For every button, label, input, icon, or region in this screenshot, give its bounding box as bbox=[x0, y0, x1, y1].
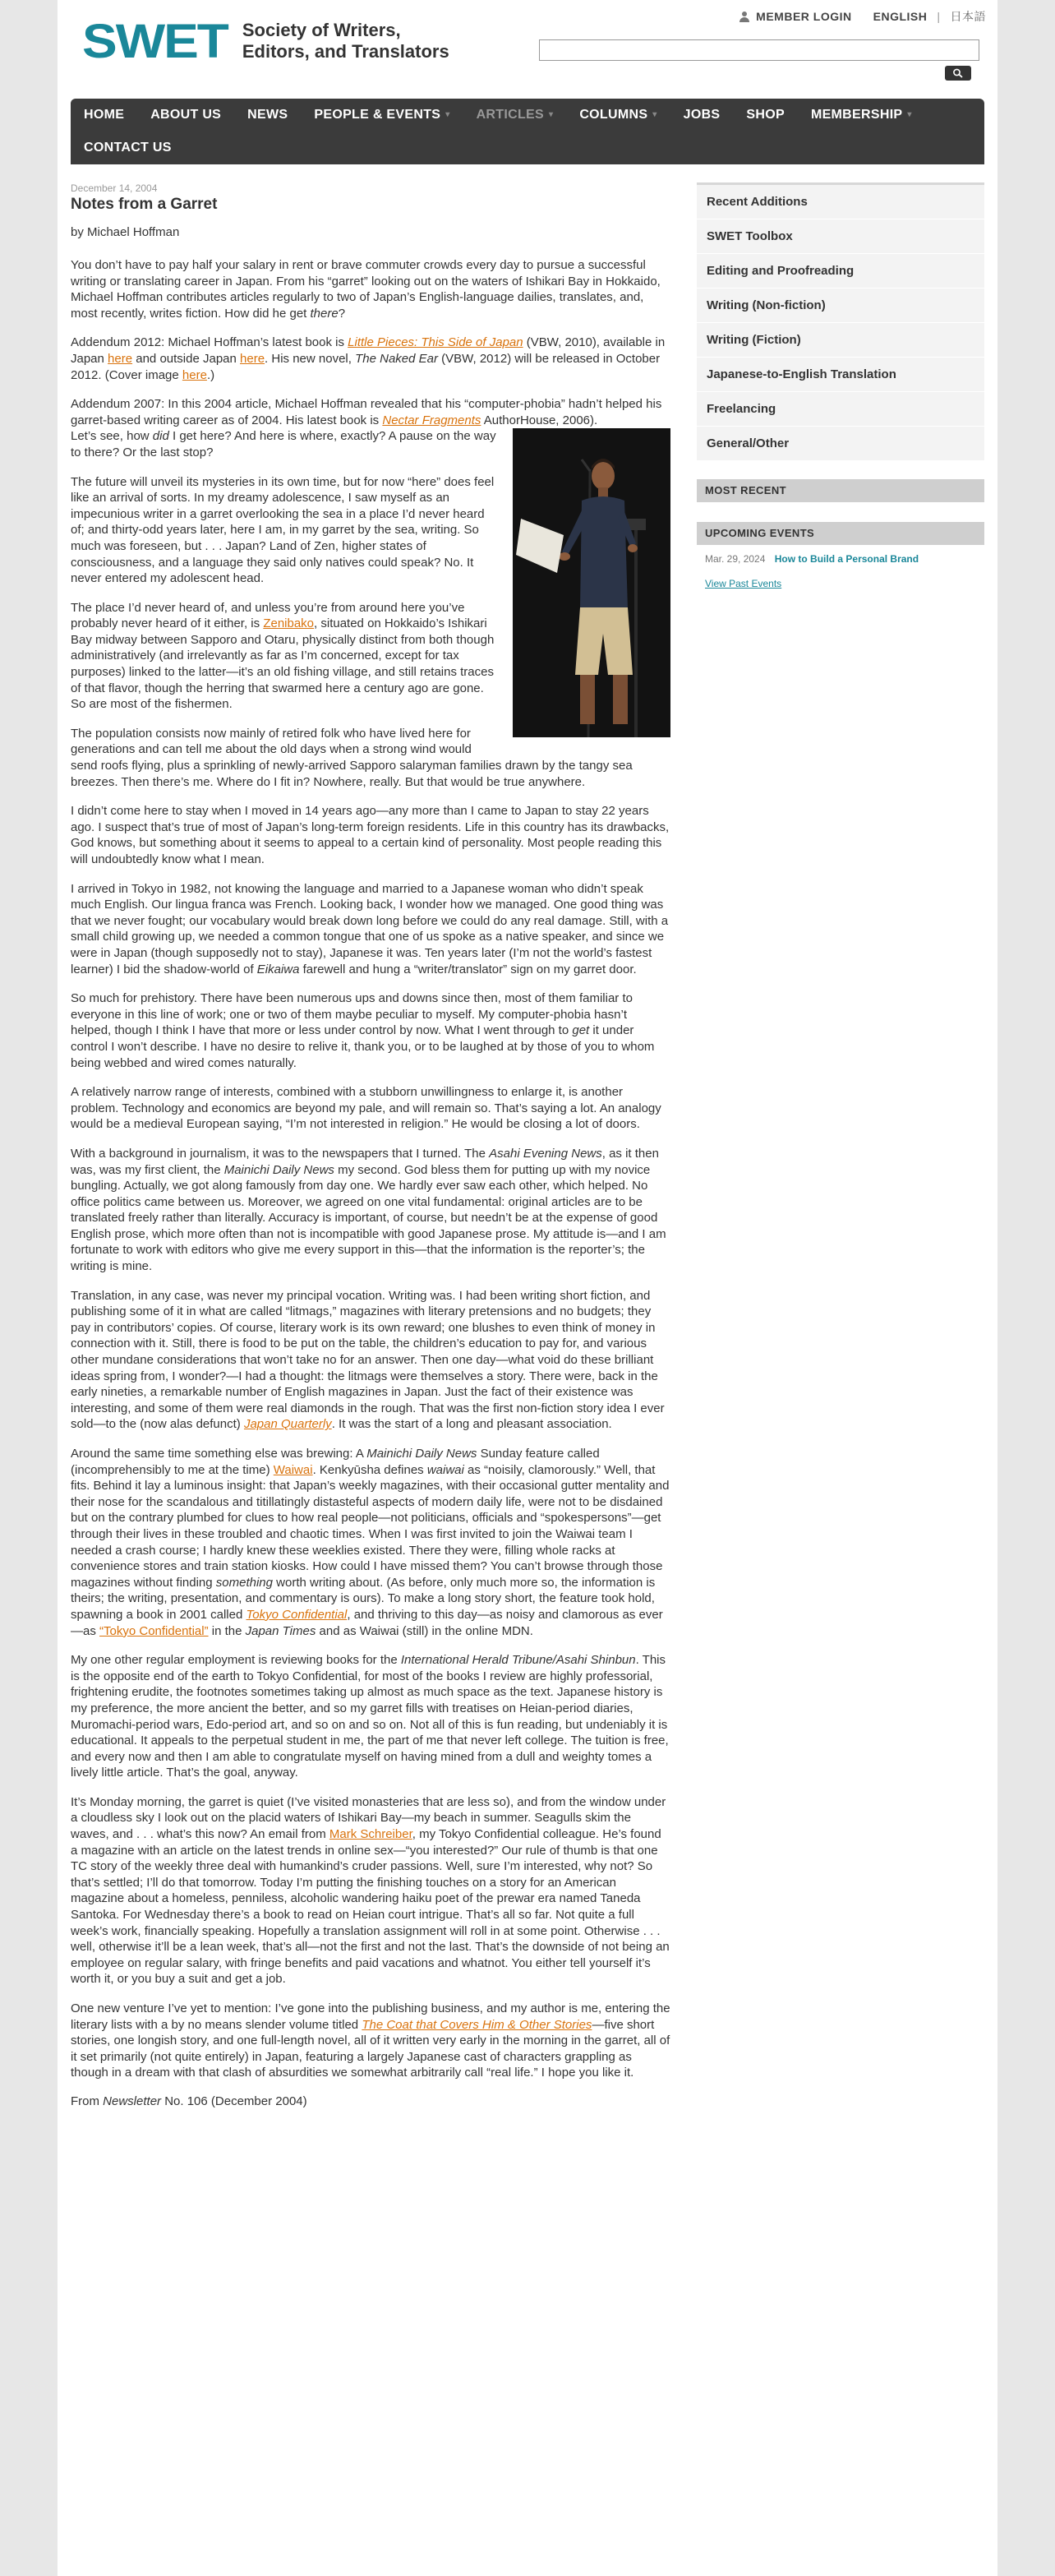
japan-quarterly-link[interactable]: Japan Quarterly bbox=[243, 1417, 332, 1432]
text: My one other regular employment is reviewing books for the bbox=[71, 1653, 401, 1668]
site-header bbox=[58, 0, 997, 99]
past-events bbox=[697, 573, 984, 594]
nav-people-events[interactable] bbox=[301, 99, 463, 132]
text: I get here? And here is where, exactly? A pause on the way to there? Or the last stop? bbox=[71, 429, 496, 459]
text-em: Japan Times bbox=[245, 1623, 316, 1638]
here-link-outside-japan[interactable]: here bbox=[240, 351, 265, 366]
spacer bbox=[697, 502, 984, 522]
view-past-events-link[interactable]: View Past Events bbox=[705, 578, 782, 589]
text: —five short stories, one longish story, and one full-length novel, all of it written very early in the morning in the garret, all of it set primarily (not quite entirely) in Japan, featuring a largely Japanese cast of characters grappling as though in a dream with that clash of absurdities we somewhat arbitrarily call “real life.” I hope you like it. bbox=[71, 2017, 670, 2080]
japanese-link[interactable]: 日本語 bbox=[950, 10, 986, 23]
logo-text bbox=[242, 20, 449, 62]
text: farewell and hung a “writer/translator” sign on my garret door. bbox=[299, 962, 637, 976]
article-content bbox=[71, 182, 670, 2108]
paragraph bbox=[71, 2001, 670, 2081]
site-logo[interactable] bbox=[82, 15, 449, 67]
text-em: Mainichi Daily News bbox=[366, 1447, 477, 1461]
event-date: Mar. 29, 2024 bbox=[705, 553, 766, 565]
text: Let’s see, how bbox=[71, 429, 153, 444]
nav-membership[interactable] bbox=[798, 99, 925, 132]
text: , situated on Hokkaido’s Ishikari Bay midway between Sapporo and Otaru, physically distinct from both though administratively (and irrelevantly as far as I’m concerned, except for tax purposes) linked to the latter—it’s an old fishing village, and still retains traces of that flavor, though the herring that swarmed here a century ago are gone. So are most of the fishermen. bbox=[71, 616, 495, 712]
author-photo bbox=[513, 428, 670, 737]
nav-columns-label: COLUMNS bbox=[579, 108, 648, 122]
text-em: get bbox=[572, 1023, 590, 1038]
caret-down-icon: ▾ bbox=[652, 110, 657, 119]
nav-about-us[interactable]: ABOUT US bbox=[150, 108, 222, 122]
intro-paragraph bbox=[71, 257, 670, 321]
article-title: Notes from a Garret bbox=[71, 196, 218, 213]
person-icon bbox=[739, 12, 749, 22]
nav-contact-us[interactable]: CONTACT US bbox=[84, 141, 172, 155]
addendum-2007 bbox=[71, 396, 670, 428]
text: my second. God bless them for putting up with my novice bungling. Actually, we got along famously from day one. We hardly ever saw each other, which helped. No office politics came between us. Moreover, we agreed on one vital fundamental: original articles are to be translated freely rather than literally. Accuracy is important, of course, but needn’t be at the expense of good English prose, which more often than not is incompatible with good Japanese prose. My attitude is—and I am fortunate to work with editors who give me every support in this—that the information is the reporter’s; the writing is mine. bbox=[71, 1162, 666, 1274]
text: . His new novel, bbox=[265, 351, 356, 366]
zenibako-link[interactable]: Zenibako bbox=[263, 616, 315, 631]
spacer bbox=[697, 461, 984, 479]
paragraph bbox=[71, 1652, 670, 1781]
coat-that-covers-him-link[interactable]: The Coat that Covers Him & Other Stories bbox=[362, 2017, 592, 2032]
event-item bbox=[697, 545, 984, 573]
category-writing-nonfiction[interactable]: Writing (Non-fiction) bbox=[697, 289, 984, 323]
paragraph bbox=[71, 881, 670, 978]
text-em: something bbox=[215, 1575, 273, 1590]
category-writing-fiction[interactable]: Writing (Fiction) bbox=[697, 323, 984, 358]
author-photo-image bbox=[513, 428, 670, 737]
here-link-cover-image[interactable]: here bbox=[182, 367, 207, 382]
text-em: The Naked Ear bbox=[355, 351, 438, 366]
text: and outside Japan bbox=[132, 351, 241, 366]
caret-down-icon: ▾ bbox=[548, 110, 554, 119]
paragraph bbox=[71, 1794, 670, 1987]
logo-mark: SWET bbox=[82, 13, 228, 69]
nav-people-events-label: PEOPLE & EVENTS bbox=[314, 108, 441, 122]
logo-text-line2: Editors, and Translators bbox=[242, 41, 449, 62]
nav-columns[interactable] bbox=[566, 99, 670, 132]
tokyo-confidential-book-link[interactable]: Tokyo Confidential bbox=[246, 1607, 348, 1622]
article-source bbox=[71, 2094, 670, 2108]
text: Translation, in any case, was never my principal vocation. Writing was. I had been writing short fiction, and publishing some of it in what are called “litmags,” magazines with literary pretensions and no budgets; they pay in contributors’ copies. Of course, literary work is its own reward; one blushes to even think of money in connection with it. Still, there is food to be put on the table, the children’s education to pay for, and various other mundane considerations that won’t take no for an answer. Then one day—what void do these brilliant ideas spring from, I wonder?—I had a thought: the litmags were themselves a story. There were, back in the early nineties, a remarkable number of English magazines in Japan. Just the fact of their existence was interesting, and some of them were real diamonds in the rough. That was the first non-fiction story idea I ever sold—to the (now alas defunct) bbox=[71, 1288, 665, 1432]
nav-home[interactable]: HOME bbox=[84, 108, 125, 122]
search-input[interactable] bbox=[539, 39, 979, 61]
category-menu bbox=[697, 182, 984, 461]
search-icon bbox=[952, 68, 964, 78]
nav-jobs[interactable]: JOBS bbox=[683, 108, 721, 122]
lang-divider: | bbox=[937, 10, 941, 23]
text: and as Waiwai (still) in the online MDN. bbox=[316, 1623, 533, 1638]
category-freelancing[interactable]: Freelancing bbox=[697, 392, 984, 427]
text: Sunday feature called (incomprehensibly to me at the time) bbox=[71, 1447, 600, 1477]
top-links bbox=[739, 8, 986, 25]
text: The place I’d never heard of, and unless you’re from around here you’ve probably never heard of it either, is bbox=[71, 600, 465, 631]
text: it under control I won’t describe. I have no desire to relive it, thank you, or to be laughed at by those of you to whom being webbed and wired comes naturally. bbox=[71, 1023, 655, 1070]
text: .) bbox=[206, 367, 215, 382]
text-em: Asahi Evening News bbox=[489, 1146, 602, 1161]
text: , and thriving to this day—as noisy and clamorous as ever—as bbox=[71, 1607, 663, 1638]
text: Addendum 2012: Michael Hoffman’s latest book is bbox=[71, 335, 348, 350]
text: You don’t have to pay half your salary in rent or brave commuter crowds every day to pursue a successful writing or translating career in Japan. From his “garret” looking out on the waters of Ishikari Bay in Hokkaido, Michael Hoffman contributes articles regularly to two of Japan’s English-language dailies, translates, and, most recently, writes fiction. How did he get bbox=[71, 258, 661, 321]
text-em: Mainichi Daily News bbox=[223, 1162, 334, 1177]
waiwai-link[interactable]: Waiwai bbox=[273, 1462, 313, 1477]
paragraph: I didn’t come here to stay when I moved in 14 years ago—any more than I came to Japan to stay 22 years ago. I suspect that’s true of most of Japan’s long-term foreign residents. Life in this country has its drawbacks, God knows, but something about it seems to appeal to a certain kind of personality. Most people reading this will undoubtedly know what I mean. bbox=[71, 804, 670, 866]
paragraph bbox=[71, 990, 670, 1071]
text: in the bbox=[208, 1623, 246, 1638]
category-editing-proofreading[interactable]: Editing and Proofreading bbox=[697, 254, 984, 289]
paragraph: The population consists now mainly of retired folk who have lived here for generations and can tell me about the old days when a strong wind would send roofs flying, plus a sprinkling of newly-arrived Sapporo salaryman families drawn by the tangy sea breezes. Then there’s me. Where do I fit in? Nowhere, really. But that would be true anywhere. bbox=[71, 726, 633, 789]
text-em: there bbox=[310, 306, 339, 321]
text: (VBW, 2012) will be released in October 2012. (Cover image bbox=[71, 351, 661, 382]
article-date: December 14, 2004 bbox=[71, 182, 158, 194]
caret-down-icon: ▾ bbox=[445, 110, 450, 119]
addendum-2012 bbox=[71, 335, 670, 383]
paragraph: The future will unveil its mysteries in its own time, but for now “here” does feel like an arrival of sorts. In my dreamy adolescence, I saw myself as an impecunious writer in a garret overlooking the sea in a place I’d never heard of; and thirty-odd years later, here I am, in my garret by the sea, writing. So much was foreseen, but . . . Japan? Land of Zen, higher states of consciousness, and a language they said only natives could speak? No. It never entered my adolescent head. bbox=[71, 474, 495, 586]
page-container bbox=[58, 0, 997, 2576]
text: With a background in journalism, it was to the newspapers that I turned. The bbox=[71, 1146, 490, 1161]
tokyo-confidential-column-link[interactable]: “Tokyo Confidential” bbox=[99, 1623, 209, 1638]
text-em: did bbox=[152, 429, 169, 444]
upcoming-events-heading: UPCOMING EVENTS bbox=[697, 522, 984, 545]
paragraph: A relatively narrow range of interests, combined with a stubborn unwillingness to enlarge it, is another problem. Technology and economics are beyond my pale, and will remain so. That’s saying a lot. An analogy would be a medieval European saying, “I’m not interested in religion.” He would be closing a lot of doors. bbox=[71, 1085, 661, 1132]
nav-articles[interactable] bbox=[463, 99, 567, 132]
text: , my Tokyo Confidential colleague. He’s found a magazine with an article on the latest trends in online sex—“you interested?” Our rule of thumb is that one TC story of the weekly three deal with humankind’s cruder passions. Well, sure I’m interested, why not? So that’s settled; I’ll do that tomorrow. Today I’m putting the finishing touches on a story for an American magazine about a homeless, penniless, alcoholic wandering haiku poet of the prewar era named Taneda Santoka. For Wednesday there’s a book to read on Heian court intrigue. That’s all so far. Not quite a full week’s work, financially speaking. Hopefully a translation assignment will roll in at some point. Otherwise . . . well, otherwise it’ll be a lean week, that’s all—not the first and not the last. That’s the downside of not being an employee on regular salary, with fringe benefits and paid vacations and whatnot. You either tell yourself it’s worth it, or you buy a suit and get a job. bbox=[71, 1827, 670, 1987]
text: . It was the start of a long and pleasant association. bbox=[331, 1417, 612, 1432]
text-em: Eikaiwa bbox=[256, 962, 300, 976]
event-title-link[interactable]: How to Build a Personal Brand bbox=[774, 553, 919, 565]
text-em: International Herald Tribune/Asahi Shinbun bbox=[400, 1653, 636, 1668]
mark-schreiber-link[interactable]: Mark Schreiber bbox=[329, 1827, 412, 1842]
text: Addendum 2007: In this 2004 article, Michael Hoffman revealed that his “computer-phobia” hadn’t helped his garret-based writing career as of 2004. His latest book is bbox=[71, 397, 662, 427]
text: It’s Monday morning, the garret is quiet (I’ve visited monasteries that are less so), and from the window under a cloudless sky I look out on the placid waters of Ishikari Bay—my beach in summer. Seagulls skim the waves, and . . . what’s this now? An email from bbox=[71, 1794, 666, 1842]
text: From bbox=[71, 2094, 104, 2108]
category-swet-toolbox[interactable]: SWET Toolbox bbox=[697, 219, 984, 254]
main-nav bbox=[71, 99, 984, 164]
book-link-nectar-fragments[interactable]: Nectar Fragments bbox=[382, 413, 481, 427]
text: Around the same time something else was brewing: A bbox=[71, 1447, 367, 1461]
here-link-japan[interactable]: here bbox=[108, 351, 133, 366]
text: (VBW, 2010), available in Japan bbox=[71, 335, 666, 366]
nav-news[interactable]: NEWS bbox=[247, 108, 288, 122]
sidebar bbox=[697, 182, 984, 594]
paragraph bbox=[71, 1146, 670, 1275]
text: ? bbox=[338, 306, 346, 321]
text: as “noisily, clamorously.” Well, that fits. Behind it lay a luminous insight: that Japan’s weekly magazines, with their occasional gutter mentality and their nose for the scandalous and titillatingly distasteful aspects of modern daily life, were not to be disdained but on the contrary plumbed for clues to how real people—not politicians, officials and “spokespersons”—get through their lives in these troubled and chaotic times. When I was first invited to join the Waiwai team I needed a crash course; I hardly knew these weeklies existed. There they were, filling whole racks at convenience stores and train station kiosks. How could I have missed them? You can’t browse through those magazines without finding bbox=[71, 1462, 670, 1590]
book-link-little-pieces[interactable]: Little Pieces: This Side of Japan bbox=[348, 335, 523, 350]
nav-membership-label: MEMBERSHIP bbox=[810, 108, 903, 122]
member-login-link[interactable]: MEMBER LOGIN bbox=[756, 10, 852, 23]
category-general-other[interactable]: General/Other bbox=[697, 427, 984, 461]
article-byline: by Michael Hoffman bbox=[71, 225, 180, 239]
caret-down-icon: ▾ bbox=[907, 110, 912, 119]
text: I arrived in Tokyo in 1982, not knowing the language and married to a Japanese woman who didn’t speak much English. Our lingua franca was French. Looking back, I wonder how we managed. One good thing was that we never fought; our vocabulary would break down long before we could do any real damage. Still, with a small child growing up, we needed a common tongue that one of us spoke as a native speaker, and since we were in Japan (though supposedly not to stay), Japanese it was. Ten years later (I’m not the world’s fastest learner) I bid the shadow-world of bbox=[71, 881, 669, 976]
text: No. 106 (December 2004) bbox=[161, 2094, 307, 2108]
text-em: waiwai bbox=[426, 1462, 464, 1477]
paragraph bbox=[71, 1446, 670, 1639]
english-link[interactable]: ENGLISH bbox=[873, 10, 928, 23]
text: worth writing about. (As before, only much more so, the information is theirs; the writing, presentation, and commentary is ours). To make a long story short, the feature took hold, spawning a book in 2001 called bbox=[71, 1575, 656, 1622]
text: . Kenkyūsha defines bbox=[312, 1462, 427, 1477]
text-em: Newsletter bbox=[103, 2094, 162, 2108]
nav-articles-label: ARTICLES bbox=[476, 108, 544, 122]
paragraph bbox=[71, 1288, 670, 1433]
category-recent-additions[interactable]: Recent Additions bbox=[697, 185, 984, 219]
category-translation[interactable]: Japanese-to-English Translation bbox=[697, 358, 984, 392]
search-button[interactable] bbox=[945, 66, 971, 81]
text: AuthorHouse, 2006). bbox=[481, 413, 598, 427]
text: , as it then was, was my first client, the bbox=[71, 1146, 659, 1177]
logo-text-line1: Society of Writers, bbox=[242, 20, 401, 40]
nav-shop[interactable]: SHOP bbox=[746, 108, 785, 122]
text: One new venture I’ve yet to mention: I’ve gone into the publishing business, and my author is me, entering the literary lists with a by no means slender volume titled bbox=[71, 2001, 670, 2032]
text: . This is the opposite end of the earth to Tokyo Confidential, for most of the books I review are highly professorial, frightening erudite, the footnotes sometimes taking up almost as much space as the text. Japanese history is my preference, the more ancient the better, and so my garret fills with treatises on Heian-period diaries, Muromachi-period wars, Edo-period art, and so on and so on. Not all of this is fun reading, but undeniably it is educational. It appeals to the perpetual student in me, the part of me that never left college. The tuition is free, and every now and then I am able to congratulate myself on having mined from a dull and weighty tomes a lively little article. That’s the goal, anyway. bbox=[71, 1653, 669, 1780]
most-recent-heading: MOST RECENT bbox=[697, 479, 984, 502]
text: So much for prehistory. There have been numerous ups and downs since then, most of them familiar to everyone in this line of work; one or two of them maybe peculiar to myself. My computer-phobia hasn’t helped, though I think I have that more or less under control by now. What I went through to bbox=[71, 991, 633, 1038]
